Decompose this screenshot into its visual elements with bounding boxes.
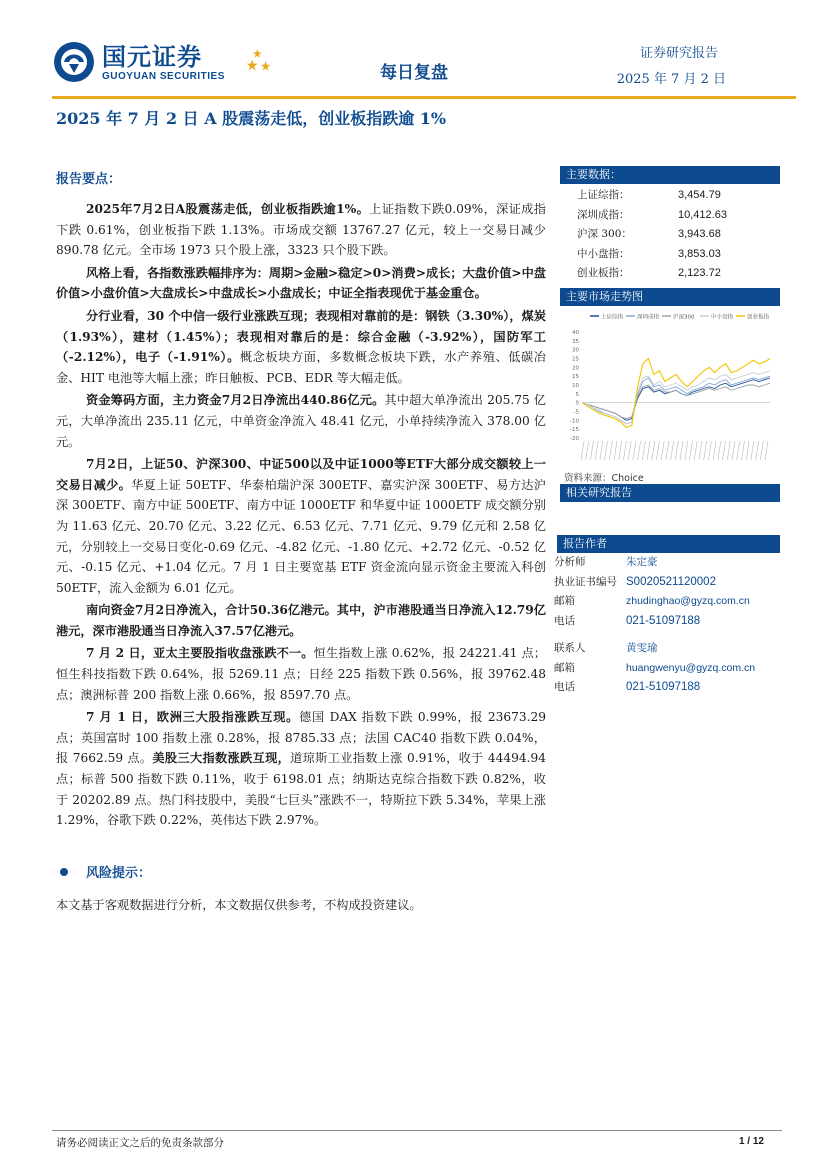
star-cluster-icon [246, 48, 274, 76]
series-line-4 [582, 371, 770, 424]
x-tick-label [661, 441, 664, 460]
y-tick-label: 30 [572, 347, 579, 354]
y-tick-label: 15 [572, 374, 579, 381]
index-row [560, 245, 780, 265]
paragraph-lead: 2025年7月2日A股震荡走低，创业板指跌逾1%。 [86, 202, 370, 216]
x-tick-label [732, 441, 735, 460]
contact-row [554, 659, 780, 679]
risk-label: 风险提示： [86, 866, 152, 881]
author-field-label: 电话 [554, 681, 575, 693]
y-tick-label: 25 [572, 356, 579, 363]
x-tick-label [647, 441, 650, 460]
legend-label: 深圳成指 [637, 314, 660, 321]
x-tick-label [671, 441, 674, 460]
paragraph-lead: 分行业看，30 个中信一级行业涨跌互现；表现相对靠前的是：钢铁（3.30%），煤炭（1.93%），建材（1.45%）；表现相对靠后的是：综合金融（-3.92%），国防军工（-2.12%），电子（-1.91%）。 [56, 308, 546, 365]
contact-info [554, 639, 780, 698]
series-line-5 [582, 359, 770, 428]
paragraph-lead: 风格上看，各指数涨跌幅排序为：周期>金融>稳定>0>消费>成长；大盘价值>中盘价值>小盘价值>大盘成长>中盘成长>小盘成长；中证全指表现优于基金重仓。 [56, 265, 546, 301]
x-tick-label [595, 441, 598, 460]
page-title: 2025 年 7 月 2 日 A 股震荡走低，创业板指跌逾 1% [56, 109, 447, 128]
paragraph-body: 恒生指数上涨 0.62%，报 24221.41 点；恒生科技指数下跌 0.64%，报 5269.11 点；日经 225 指数下跌 0.56%，报 39762.48 点；澳洲标普 200 指数上涨 0.66%，报 8597.70 点。 [56, 646, 546, 702]
chart-header: 主要市场走势图 [560, 288, 780, 306]
y-tick-label: -15 [570, 427, 579, 434]
author-field-value: 黄雯瑜 [626, 642, 658, 654]
contact-row [554, 639, 780, 659]
page-number: 1 / 12 [738, 1136, 764, 1147]
author-field-value[interactable]: zhudinghao@gyzq.com.cn [626, 595, 750, 607]
contact-row [554, 678, 780, 698]
footer-divider [52, 1130, 782, 1131]
index-name: 创业板指： [577, 267, 630, 280]
y-tick-label: -10 [570, 418, 579, 425]
author-field-value: 021-51097188 [626, 614, 701, 627]
x-tick-label [741, 441, 744, 460]
paragraph-body: 道琼斯工业指数上涨 0.91%，收于 44494.94 点；标普 500 指数下跌 0.11%，收于 6198.01 点；纳斯达克综合指数下跌 0.82%，收于 20202.89 点。热门科技股中，美股“七巨头”涨跌不一，特斯拉下跌 5.34%，苹果上涨 1.29%，谷歌下跌 0.22%，英伟达下跌 2.97%。 [56, 751, 546, 828]
header-divider [52, 96, 796, 99]
y-tick-label: 20 [572, 365, 579, 372]
sidebar [554, 166, 780, 698]
x-tick-label [727, 441, 730, 460]
analyst-row [554, 612, 780, 632]
index-row [560, 264, 780, 284]
x-tick-label [642, 441, 645, 460]
x-tick-label [619, 441, 622, 460]
summary-paragraph-style [56, 263, 546, 304]
x-tick-label [690, 441, 693, 460]
risk-section [56, 862, 546, 915]
index-value: 3,943.68 [678, 228, 721, 241]
paragraph-lead: 7 月 1 日，欧洲三大股指涨跌互现。 [86, 710, 300, 725]
x-tick-label [723, 441, 726, 460]
legend-label: 沪深300 [673, 314, 695, 321]
author-field-value[interactable]: huangwenyu@gyzq.com.cn [626, 661, 756, 674]
x-tick-label [614, 441, 617, 460]
y-tick-label: -5 [573, 409, 579, 416]
paragraph-body: 概念板块方面，多数概念板块下跌，水产养殖、低碳冶金、HIT 电池等大幅上涨；昨日触板、PCB、EDR 等大幅走低。 [56, 350, 546, 385]
index-name: 深圳成指： [577, 208, 630, 221]
x-tick-label [600, 441, 603, 460]
index-list [560, 184, 780, 288]
risk-heading [56, 862, 546, 881]
author-field-label: 分析师 [554, 556, 586, 568]
y-tick-label: 10 [572, 383, 579, 389]
analyst-row [554, 592, 780, 612]
index-value: 3,853.03 [678, 247, 721, 260]
analyst-info [554, 553, 780, 631]
paragraph-lead: 7月2日，上证50、沪深300、中证500以及中证1000等ETF大部分成交额较上一交易日减少。 [56, 457, 546, 492]
index-value: 2,123.72 [678, 267, 721, 280]
x-tick-label [638, 441, 641, 460]
author-field-label: 邮箱 [554, 661, 575, 674]
paragraph-body: 华夏上证 50ETF、华泰柏瑞沪深 300ETF、嘉实沪深 300ETF、易方达沪深 300ETF、南方中证 500ETF、南方中证 1000ETF 和华夏中证 1000ETF 成交额分别为 11.63 亿元、20.70 亿元、3.22 亿元、6.53 亿元、7.71 亿元、9.79 亿元和 2.58 亿元，分别较上一交易日变化-0.69 亿元、-4.82 亿元、-1.80 亿元、+2.72 亿元、-0.52 亿元、-0.15 亿元、+1.04 亿元。7 月 1 日主要宽基 ETF 资金流向显示资金主要流入科创 50ETF，流入金额为 6.01 亿元。 [56, 477, 546, 595]
index-row [560, 206, 780, 226]
paragraph-body: 上证指数下跌0.09%，深证成指下跌 0.61%，创业板指下跌 1.13%。市场成交额 13767.27 亿元，较上一交易日减少 890.78 亿元。全市场 1973 只个股上涨，3323 只个股下跌。 [56, 202, 546, 258]
x-tick-label [586, 441, 589, 460]
x-tick-label [609, 441, 612, 460]
summary-paragraph-fund-flow [56, 390, 546, 452]
x-tick-label [751, 441, 754, 460]
report-summary [56, 168, 546, 831]
report-type: 证券研究报告 [639, 46, 718, 61]
author-field-label: 邮箱 [554, 595, 575, 607]
paragraph-lead: 资金筹码方面，主力资金7月2日净流出440.86亿元。 [86, 393, 385, 408]
index-value: 3,454.79 [678, 189, 721, 201]
summary-paragraph-industry [56, 306, 546, 388]
author-field-label: 联系人 [554, 642, 586, 654]
x-tick-label [623, 441, 626, 460]
author-header: 报告作者 [557, 535, 780, 553]
x-tick-label [718, 441, 721, 460]
x-tick-label [685, 441, 688, 460]
author-field-label: 执业证书编号 [554, 575, 617, 588]
paragraph-body: 德国 DAX 指数下跌 0.99%，报 23673.29 点；英国富时 100 指数上涨 0.28%，报 8785.33 点；法国 CAC40 指数下跌 0.04%，报 7662.59 点。 [56, 710, 546, 766]
x-tick-label [675, 441, 678, 460]
index-value: 10,412.63 [678, 208, 727, 221]
x-tick-label [605, 441, 608, 460]
x-tick-label [746, 441, 749, 460]
summary-label: 报告要点： [56, 172, 122, 187]
x-tick-label [590, 441, 593, 460]
risk-text: 本文基于客观数据进行分析，本文数据仅供参考，不构成投资建议。 [56, 898, 422, 912]
x-tick-label [694, 441, 697, 460]
disclaimer-note: 请务必阅读正文之后的免责条款部分 [56, 1137, 224, 1149]
related-research-header: 相关研究报告 [560, 484, 780, 502]
x-tick-label [628, 441, 631, 460]
index-row [560, 186, 780, 206]
author-field-value: S0020521120002 [626, 575, 716, 588]
author-field-label: 电话 [554, 614, 575, 627]
y-tick-label: 5 [575, 391, 579, 398]
market-trend-chart [560, 306, 780, 470]
x-tick-label [666, 441, 669, 460]
y-tick-label: -20 [570, 436, 579, 442]
legend-label: 中小盘指 [711, 314, 734, 321]
main-data-header: 主要数据： [560, 166, 780, 184]
y-tick-label: 0 [575, 400, 579, 407]
x-tick-label [737, 441, 740, 460]
legend-label: 创业板指 [747, 314, 770, 321]
paragraph-lead: 7 月 2 日，亚太主要股指收盘涨跌不一。 [86, 646, 314, 661]
x-tick-label [656, 441, 659, 460]
summary-paragraph-europe-us [56, 707, 546, 831]
x-tick-label [760, 441, 763, 460]
x-tick-label [756, 441, 759, 460]
author-field-value: 021-51097188 [626, 681, 701, 693]
x-tick-label [652, 441, 655, 460]
x-tick-label [704, 441, 707, 460]
paragraph-body: 其中超大单净流出 205.75 亿元，大单净流出 235.11 亿元，中单资金净流入 48.41 亿元，小单持续净流入 378.00 亿元。 [56, 393, 546, 449]
paragraph-lead: 美股三大指数涨跌互现， [152, 751, 291, 766]
logo-chinese-name: 国元证券 [102, 42, 202, 71]
legend-label: 上证综指 [601, 314, 624, 321]
logo-english-name: GUOYUAN SECURITIES [102, 70, 225, 82]
guoyuan-logo-icon [52, 40, 96, 84]
y-tick-label: 35 [572, 338, 579, 345]
document-kind: 每日复盘 [380, 63, 448, 83]
chart-source: 资料来源：Choice [564, 473, 644, 484]
series-line-3 [582, 383, 770, 418]
summary-paragraph-market [56, 199, 546, 261]
market-trend-chart-svg [560, 306, 780, 470]
bullet-icon [60, 868, 68, 876]
summary-paragraph-southbound [56, 600, 546, 641]
related-research-list [560, 502, 780, 535]
page-header [0, 0, 826, 100]
x-tick-label [713, 441, 716, 460]
analyst-row [554, 553, 780, 573]
x-tick-label [765, 441, 768, 460]
index-row [560, 225, 780, 245]
x-tick-label [633, 441, 636, 460]
paragraph-lead: 南向资金7月2日净流入，合计50.36亿港元。其中，沪市港股通当日净流入12.79亿港元，深市港股通当日净流入37.57亿港元。 [56, 603, 546, 638]
series-line-1 [582, 378, 770, 420]
index-name: 中小盘指： [577, 247, 630, 260]
x-tick-label [708, 441, 711, 460]
x-tick-label [699, 441, 702, 460]
index-name: 沪深 300： [577, 228, 632, 241]
guoyuan-logo [52, 40, 225, 84]
analyst-row [554, 573, 780, 593]
x-tick-label [581, 441, 584, 460]
report-date: 2025 年 7 月 2 日 [616, 72, 726, 87]
author-field-value: 朱定豪 [626, 556, 658, 568]
summary-paragraph-etf [56, 454, 546, 598]
y-tick-label: 40 [572, 330, 579, 336]
summary-paragraph-asia-pacific [56, 643, 546, 705]
index-name: 上证综指： [577, 189, 630, 201]
x-tick-label [680, 441, 683, 460]
